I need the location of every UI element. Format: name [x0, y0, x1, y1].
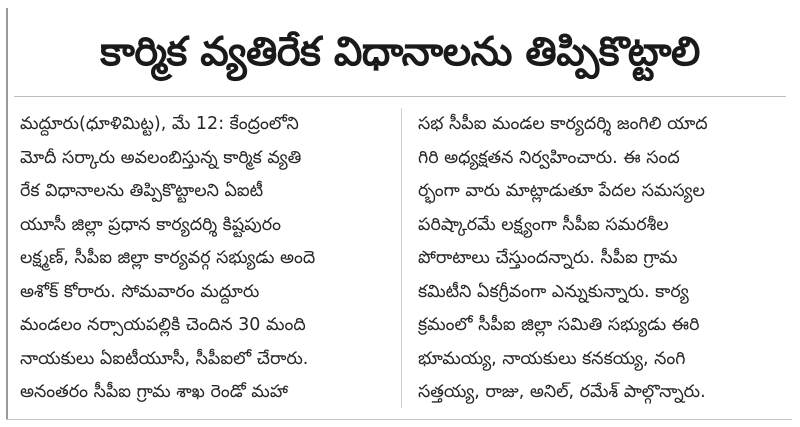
- body-line: పరిష్కారమే లక్ష్యంగా సీపీఐ సమరశీల: [418, 214, 669, 235]
- body-line: రేక విధానాలను తిప్పికొట్టాలని ఏఐటీ: [20, 181, 264, 201]
- body-line: నాయకులు ఏఐటీయూసీ, సీపీఐలో చేరారు.: [20, 348, 309, 369]
- body-line: గిరి అధ్యక్షతన నిర్వహించారు. ఈ సంద: [418, 147, 680, 168]
- clipping-bottom-border: [6, 419, 792, 420]
- body-line: మండలం నర్సాయపల్లికి చెందిన 30 మంది: [20, 315, 306, 335]
- body-line: యూసీ జిల్లా ప్రధాన కార్యదర్శి కిష్టపురం: [20, 214, 281, 235]
- body-line: మద్దూరు(ధూళిమిట్ట), మే 12: కేంద్రంలోని: [20, 114, 299, 134]
- body-line: కమిటీని ఏకగ్రీవంగా ఎన్నుకున్నారు. కార్య: [418, 281, 689, 302]
- body-line: మోదీ సర్కారు అవలంబిస్తున్న కార్మిక వ్యతి: [20, 147, 302, 168]
- body-line: పోరాటాలు చేస్తుందన్నారు. సీపీఐ గ్రామ: [418, 248, 678, 268]
- body-line: సభ సీపీఐ మండల కార్యదర్శి జంగిలి యాద: [418, 114, 708, 134]
- article-column-left: [20, 108, 390, 408]
- body-line: లక్ష్మణ్, సీపీఐ జిల్లా కార్యవర్గ సభ్యుడు అందె: [20, 248, 316, 268]
- article-column-right: [418, 108, 784, 408]
- clipping-left-border: [6, 8, 8, 420]
- article-headline: కార్మిక వ్యతిరేక విధానాలను తిప్పికొట్టాలి: [100, 29, 700, 75]
- body-line: అనంతరం సీపీఐ గ్రామ శాఖ రెండో మహా: [20, 382, 288, 402]
- body-line: ర్భంగా వారు మాట్లాడుతూ పేదల సమస్యల: [418, 181, 705, 201]
- body-line: అశోక్ కోరారు. సోమవారం మద్దూరు: [20, 281, 260, 302]
- body-line: సత్తయ్య, రాజు, అనిల్, రమేశ్ పాల్గొన్నారు.: [418, 382, 706, 402]
- headline-divider: [14, 96, 786, 97]
- body-line: భూమయ్య, నాయకులు కనకయ్య, నంగి: [418, 348, 686, 369]
- body-line: క్రమంలో సీపీఐ జిల్లా సమితి సభ్యుడు ఈరి: [418, 315, 700, 335]
- column-divider: [401, 108, 402, 408]
